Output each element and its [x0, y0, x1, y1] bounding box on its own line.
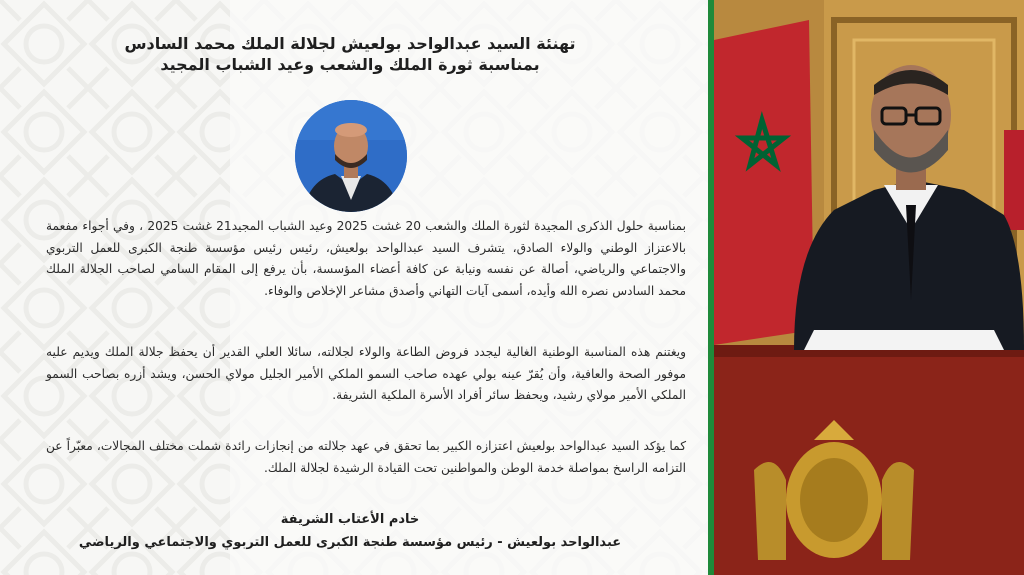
- king-photo-illustration: [714, 0, 1024, 575]
- letter-subtitle: بمناسبة ثورة الملك والشعب وعيد الشباب المجيد: [160, 55, 540, 74]
- portrait-photo: [295, 100, 407, 212]
- paragraph-congratulations: بمناسبة حلول الذكرى المجيدة لثورة الملك والشعب 20 غشت 2025 وعيد الشباب المجيد21 غشت 2025 ، وفي أجواء مفعمة بالاعتزاز الوطني والولاء الصادق، يتشرف السيد عبدالواحد بولعيش، رئيس رئيس مؤسسة طنجة الكبرى للعمل التربوي والاجتماعي والرياضي، أصالة عن نفسه ونيابة عن كافة أعضاء المؤسسة، بأن يرفع إلى المقام السامي لصاحب الجلالة الملك محمد السادس نصره الله وأيده، أسمى آيات التهاني وأصدق مشاعر الإخلاص والوفاء.: [46, 219, 686, 298]
- signature-name: عبدالواحد بولعيش - رئيس مؤسسة طنجة الكبرى للعمل التربوي والاجتماعي والرياضي: [78, 535, 622, 550]
- paragraph-loyalty: ويغتنم هذه المناسبة الوطنية الغالية ليجدد فروض الطاعة والولاء لجلالته، سائلا العلي القدير أن يحفظ جلالة الملك ويديم عليه موفور الصحة والعافية، وأن يُقرّ عينه بولي عهده صاحب السمو الملكي الأمير الجليل مولاي الحسن، ويشد أزره بصاحب السمو الملكي الأمير مولاي رشيد، ويحفظ سائر أفراد الأسرة الملكية الشريفة.: [46, 345, 686, 402]
- portrait-illustration: [295, 100, 407, 212]
- king-photo: [714, 0, 1024, 575]
- letter-title: تهنئة السيد عبدالواحد بولعيش لجلالة الملك محمد السادس: [124, 34, 576, 53]
- signature-title: خادم الأعتاب الشريفة: [280, 512, 420, 527]
- paragraph-achievements: كما يؤكد السيد عبدالواحد بولعيش اعتزازه الكبير بما تحقق في عهد جلالته من إنجازات رائدة شملت مختلف المجالات، معبّراً عن التزامه الراسخ بمواصلة خدمة الوطن والمواطنين تحت القيادة الرشيدة لجلالة الملك.: [46, 439, 686, 475]
